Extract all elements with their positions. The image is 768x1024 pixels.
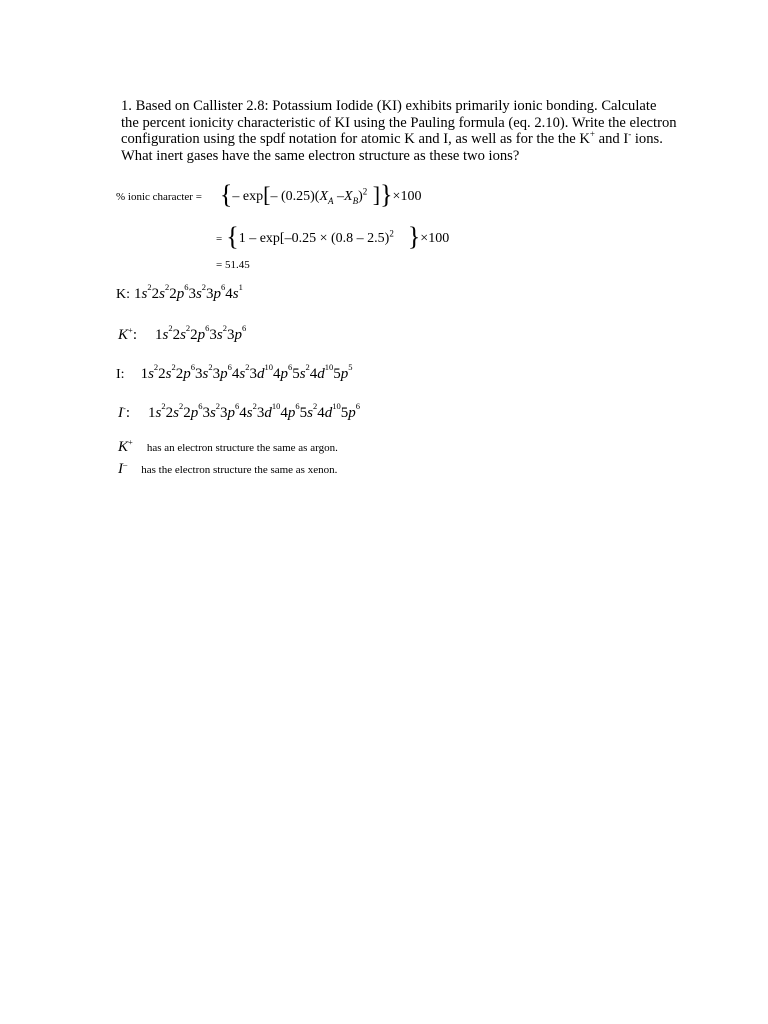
orbital-term: $1s^2$ (134, 282, 152, 302)
equation-expression: {– exp[– $(0.25)(X_A$ $-X_B)^2$ ]}×100 (219, 180, 422, 209)
orbital-term: $3p^6$ (212, 362, 232, 382)
equation-line-2 (216, 222, 449, 252)
orbital-term: $2p^6$ (175, 362, 195, 382)
ion-charge: + (128, 437, 133, 447)
subscript-b: B (352, 195, 359, 206)
orbital-term: $4p^6$ (272, 362, 293, 382)
orbital-term: $5p^5$ (333, 362, 353, 382)
orbital-term: $4s^1$ (225, 282, 243, 302)
orbital-term: $3s^2$ (209, 323, 228, 343)
exponent: 2 (362, 186, 368, 197)
equation-line-1 (116, 180, 421, 210)
electron-configuration (140, 362, 353, 382)
problem-line: What inert gases have the same electron structure as these two ions? (121, 147, 520, 164)
problem-statement (121, 98, 701, 164)
orbital-term: $2p^6$ (183, 401, 203, 421)
electron-configuration (134, 282, 243, 302)
minus-sign: – (333, 189, 344, 204)
ion-symbol: K (118, 327, 129, 343)
variable-xb: X (344, 189, 353, 204)
config-i-ion (118, 403, 360, 422)
times-100: ×100 (420, 231, 450, 246)
conclusion-i (118, 459, 337, 478)
colon: : (132, 327, 137, 343)
orbital-term: $5s^2$ (292, 362, 310, 382)
conclusion-text: has the electron structure the same as xenon. (141, 464, 338, 476)
orbital-term: $1s^2$ (140, 362, 159, 382)
conclusion-k (118, 437, 338, 456)
coefficient: (0.25)( (277, 189, 320, 204)
orbital-term: $4d^{10}$ (309, 362, 334, 382)
orbital-term: $3p^6$ (206, 282, 226, 302)
orbital-term: $2p^6$ (190, 323, 210, 343)
orbital-term: $3p^6$ (227, 323, 247, 343)
orbital-term: $2s^2$ (158, 362, 176, 382)
colon: : (125, 405, 131, 421)
orbital-term: $3s^2$ (202, 401, 221, 421)
orbital-term: $2p^6$ (169, 282, 189, 302)
problem-text: configuration using the spdf notation for atomic K and I, as well as for the the K (121, 131, 590, 148)
config-k-ion (118, 325, 246, 344)
orbital-term: $1s^2$ (148, 401, 166, 421)
equation-label: % ionic character = (116, 191, 202, 203)
ion-label (118, 439, 133, 455)
problem-line: the percent ionicity characteristic of KI using the Pauling formula (eq. 2.10). Write the electron (121, 114, 677, 131)
orbital-term: $4d^{10}$ (317, 401, 341, 421)
config-label: K: (116, 287, 130, 302)
ion-label (118, 327, 137, 343)
config-label: I: (116, 367, 125, 382)
equation-body: 1 – exp[–0.25 × (0.8 – 2.5) (238, 231, 390, 246)
conclusion-text: has an electron structure the same as argon. (146, 442, 338, 454)
ion-label (118, 405, 130, 421)
orbital-term: $2s^2$ (151, 282, 170, 302)
ion-symbol: I (118, 461, 123, 477)
ion-symbol: K (118, 439, 129, 455)
superscript: + (589, 129, 595, 140)
orbital-term: $3d^{10}$ (249, 362, 273, 382)
orbital-term: $5s^2$ (299, 401, 318, 421)
orbital-term: $4s^2$ (231, 362, 250, 382)
ion-label (118, 461, 127, 477)
orbital-term: $4p^6$ (280, 401, 300, 421)
ion-charge: - (123, 403, 126, 413)
exponent: 2 (389, 228, 394, 239)
orbital-term: $3p^6$ (220, 401, 240, 421)
minus-sign: – (232, 189, 240, 204)
orbital-term: $5p^6$ (340, 401, 360, 421)
problem-line (121, 131, 701, 148)
orbital-term: $3s^2$ (188, 282, 207, 302)
equation-expression: {1 – exp[–0.25 × (0.8 – 2.5)$^2$ }×100 (226, 222, 450, 251)
orbital-term: $2s^2$ (165, 401, 184, 421)
electron-configuration (154, 323, 247, 343)
config-k (116, 284, 243, 303)
close-paren: ) (358, 189, 363, 204)
minus-sign: – (270, 189, 278, 204)
problem-line: 1. Based on Callister 2.8: Potassium Iodide (KI) exhibits primarily ionic bonding. Calculate (121, 98, 657, 114)
exp-word: exp (239, 189, 264, 204)
orbital-term: $3d^{10}$ (256, 401, 281, 421)
orbital-term: $1s^2$ (154, 323, 173, 343)
orbital-term: $2s^2$ (172, 323, 191, 343)
ion-charge: – (123, 459, 128, 469)
problem-text: and I (595, 131, 629, 148)
orbital-term: $4s^2$ (239, 401, 257, 421)
ion-symbol: I (118, 405, 123, 421)
subscript-a: A (328, 195, 334, 206)
orbital-term: $3s^2$ (195, 362, 213, 382)
problem-text: ions. (631, 131, 663, 148)
times-100: ×100 (392, 189, 422, 204)
equation-result: = 51.45 (216, 259, 250, 271)
electron-configuration (148, 401, 360, 421)
ion-charge: + (128, 325, 133, 335)
variable-xa: X (319, 189, 328, 204)
config-i (116, 364, 353, 383)
superscript: - (628, 129, 632, 140)
equals-sign: = (216, 233, 223, 245)
